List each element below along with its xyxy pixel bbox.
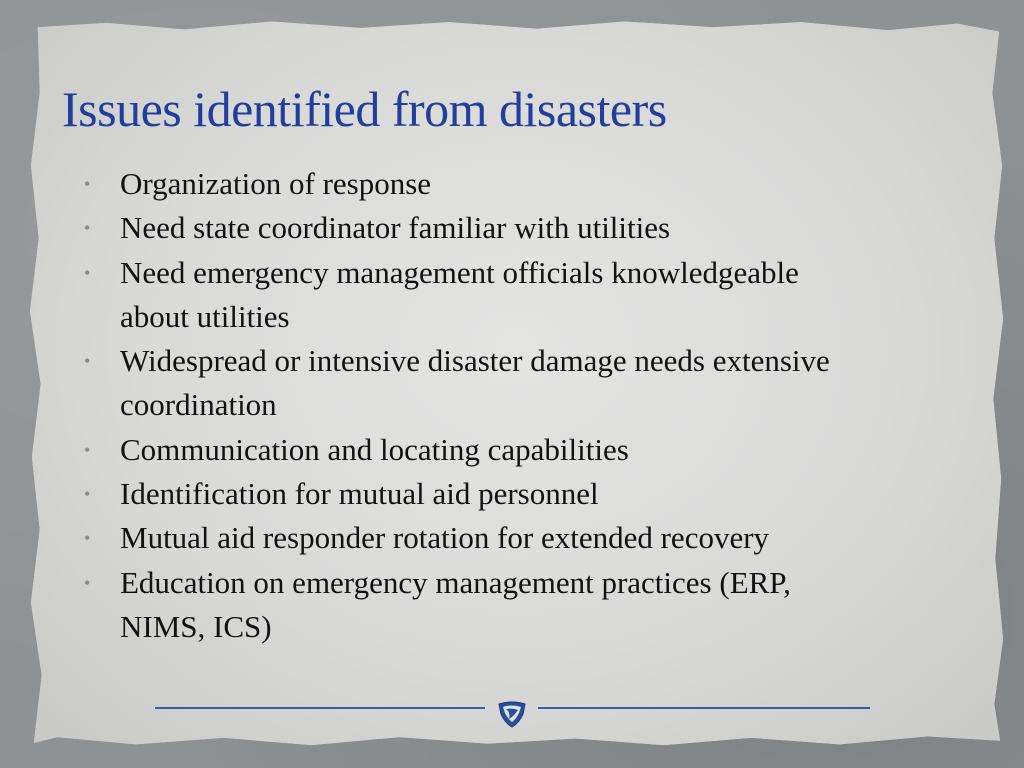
bullet-icon: •: [84, 262, 91, 283]
bullet-item: [82, 251, 842, 340]
bullet-icon: •: [84, 572, 91, 593]
bullet-list: [82, 162, 842, 649]
bullet-text: Identification for mutual aid personnel: [120, 476, 599, 512]
bullet-item: [82, 472, 842, 516]
bullet-item: [82, 162, 842, 206]
bullet-icon: •: [84, 528, 91, 549]
bullet-icon: •: [84, 484, 91, 505]
bullet-item: [82, 206, 842, 250]
bullet-icon: •: [84, 351, 91, 372]
bullet-item: [82, 516, 842, 560]
slide-title: Issues identified from disasters: [62, 81, 667, 137]
bullet-icon: •: [84, 174, 91, 194]
bullet-item: [82, 561, 842, 650]
shield-icon: [497, 700, 527, 728]
bullet-text: Communication and locating capabilities: [120, 431, 629, 467]
bullet-text: Widespread or intensive disaster damage needs extensive coordination: [120, 343, 830, 423]
bullet-text: Mutual aid responder rotation for extended recovery: [120, 520, 770, 556]
bullet-item: [82, 428, 842, 472]
bullet-icon: •: [84, 439, 91, 460]
bullet-text: Education on emergency management practices (ERP, NIMS, ICS): [120, 564, 791, 644]
footer-divider-left: [155, 707, 485, 709]
footer-divider-right: [538, 707, 870, 709]
bullet-text: Need emergency management officials knowledgeable about utilities: [120, 254, 799, 334]
bullet-icon: •: [84, 218, 91, 239]
bullet-item: [82, 339, 842, 428]
bullet-text: Need state coordinator familiar with utilities: [120, 210, 671, 246]
bullet-text: Organization of response: [120, 166, 432, 201]
